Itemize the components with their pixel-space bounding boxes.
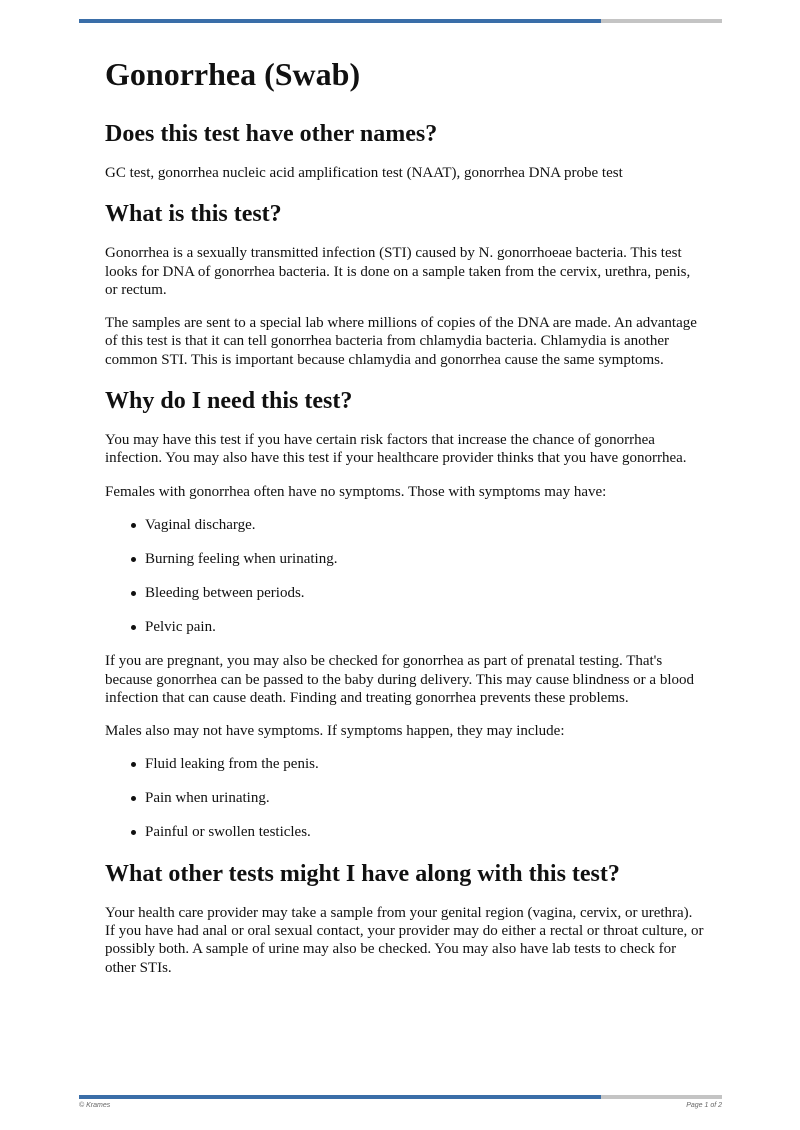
paragraph-other-names: GC test, gonorrhea nucleic acid amplification test (NAAT), gonorrhea DNA probe test	[105, 165, 623, 181]
list-item-text: Bleeding between periods.	[145, 584, 305, 601]
list-item-text: Pelvic pain.	[145, 618, 216, 635]
bullet-icon	[131, 523, 136, 528]
footer-rule	[79, 1095, 722, 1099]
page-indicator: Page 1 of 2	[686, 1102, 722, 1109]
footer-rule-accent	[79, 1095, 601, 1099]
footer-rule-track	[601, 1095, 722, 1099]
male-symptoms-list	[105, 755, 705, 841]
paragraph-why-need-3: If you are pregnant, you may also be checked for gonorrhea as part of prenatal testing. That's because gonorrhea can be passed to the baby during delivery. This may cause blindness or a blood infection that can cause death. Finding and treating gonorrhea prevents these problems.	[105, 653, 694, 706]
paragraph-why-need-2: Females with gonorrhea often have no symptoms. Those with symptoms may have:	[105, 483, 607, 500]
paragraph-why-need-1: You may have this test if you have certain risk factors that increase the chance of gonorrhea infection. You may also have this test if your healthcare provider thinks that you have gonorrhea.	[105, 432, 687, 467]
page-footer	[79, 1102, 722, 1109]
list-item	[145, 618, 705, 636]
bullet-icon	[131, 796, 136, 801]
list-item-text: Vaginal discharge.	[145, 516, 256, 533]
female-symptoms-list	[105, 516, 705, 636]
section-heading-other-names: Does this test have other names?	[105, 121, 438, 147]
list-item	[145, 755, 705, 773]
bullet-icon	[131, 557, 136, 562]
list-item	[145, 550, 705, 568]
section-heading-what-is: What is this test?	[105, 201, 282, 228]
section-heading-other-tests: What other tests might I have along with this test?	[105, 860, 620, 887]
list-item	[145, 789, 705, 807]
bullet-icon	[131, 625, 136, 630]
header-rule	[79, 19, 722, 23]
list-item-text: Burning feeling when urinating.	[145, 550, 338, 567]
copyright-text: © Krames	[79, 1102, 111, 1109]
page-title: Gonorrhea (Swab)	[105, 56, 361, 92]
paragraph-why-need-4: Males also may not have symptoms. If symptoms happen, they may include:	[105, 723, 565, 740]
list-item-text: Fluid leaking from the penis.	[145, 756, 319, 773]
list-item	[145, 584, 705, 602]
bullet-icon	[131, 762, 136, 767]
paragraph-what-is-1: Gonorrhea is a sexually transmitted infection (STI) caused by N. gonorrhoeae bacteria. This test looks for DNA of gonorrhea bacteria. It is done on a sample taken from the cervix, urethra, penis, or rectum.	[105, 245, 691, 298]
paragraph-other-tests: Your health care provider may take a sample from your genital region (vagina, cervix, or urethra). If you have had anal or oral sexual contact, your provider may do either a rectal or throat culture, or possibly both. A sample of urine may also be checked. You may also have lab tests to check for other STIs.	[105, 904, 704, 976]
bullet-icon	[131, 830, 136, 835]
paragraph-what-is-2: The samples are sent to a special lab where millions of copies of the DNA are made. An advantage of this test is that it can tell gonorrhea bacteria from chlamydia bacteria. Chlamydia is another common STI. This is important because chlamydia and gonorrhea cause the same symptoms.	[105, 315, 697, 368]
bullet-icon	[131, 591, 136, 596]
article-body	[105, 52, 705, 992]
list-item-text: Painful or swollen testicles.	[145, 824, 311, 841]
header-rule-track	[601, 19, 722, 23]
list-item	[145, 516, 705, 534]
list-item	[145, 823, 705, 841]
list-item-text: Pain when urinating.	[145, 790, 270, 807]
header-rule-accent	[79, 19, 601, 23]
section-heading-why-need: Why do I need this test?	[105, 388, 353, 415]
